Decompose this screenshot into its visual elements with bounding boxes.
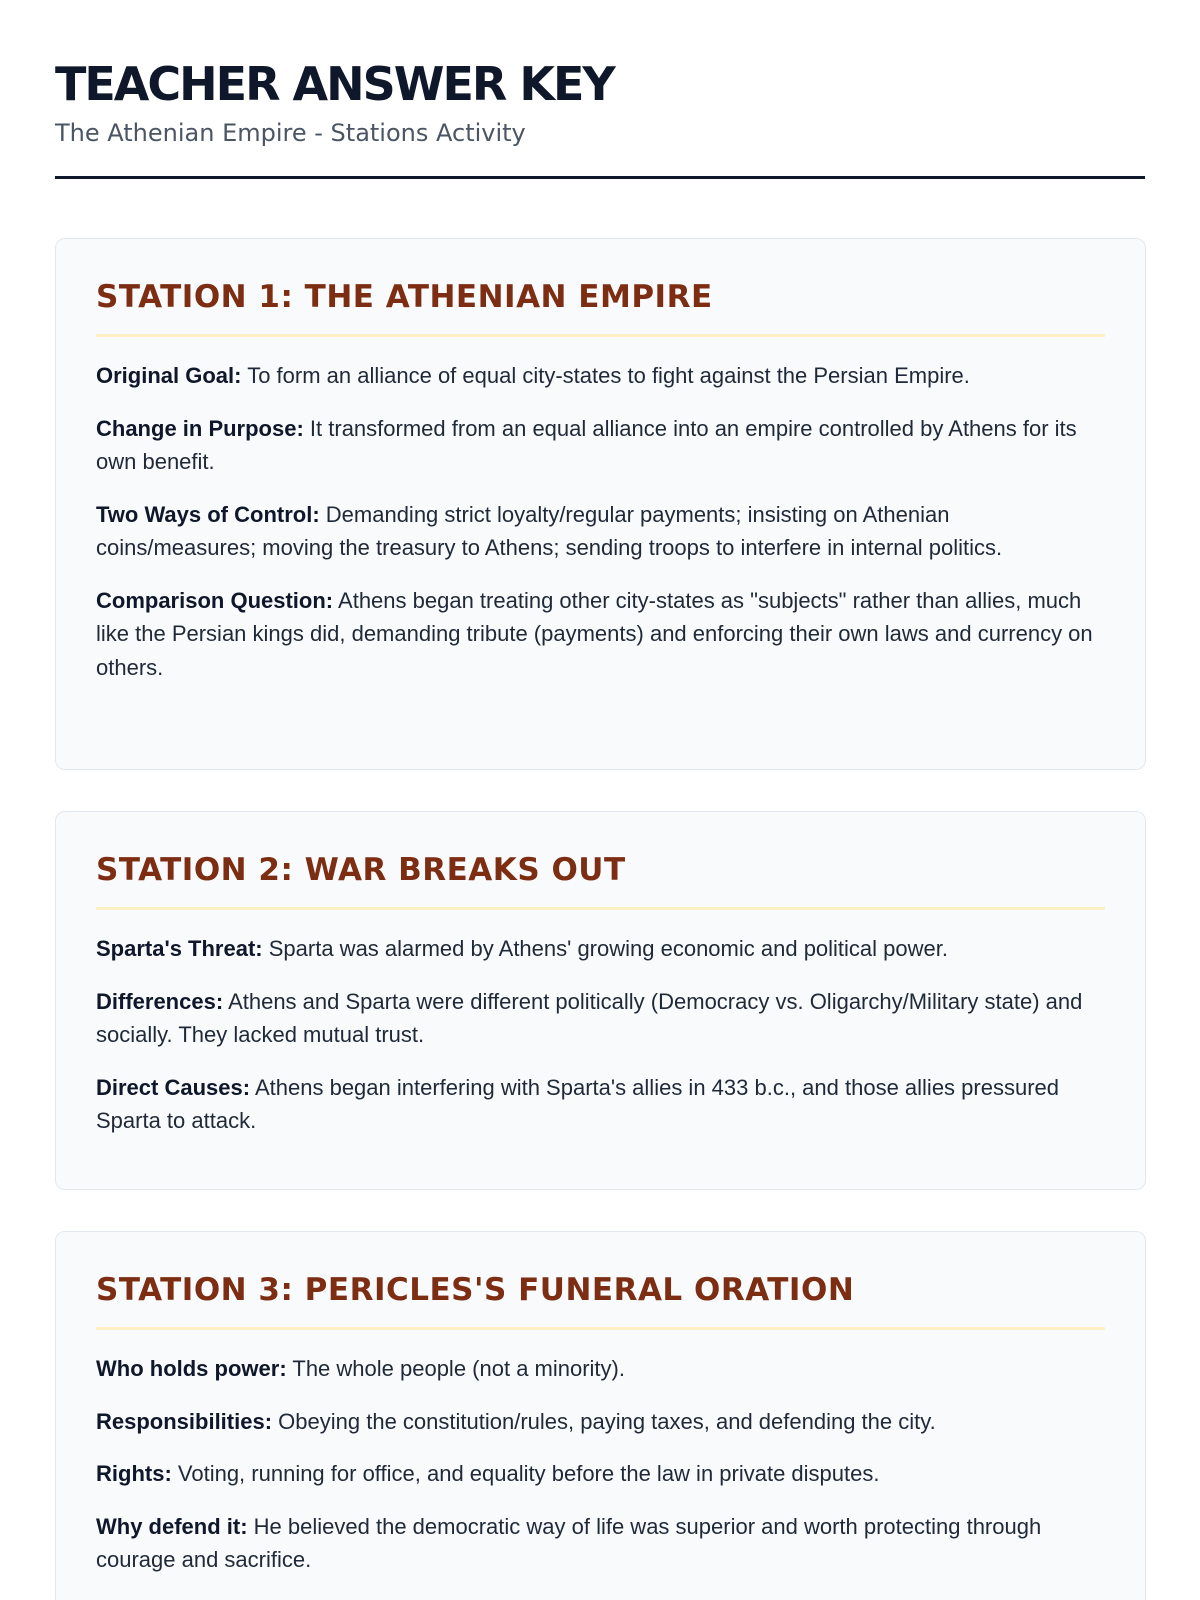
page-subtitle: The Athenian Empire - Stations Activity <box>55 119 526 147</box>
answer-label: Why defend it: <box>96 1513 248 1539</box>
answer-label: Differences: <box>96 988 224 1014</box>
answer-text: Sparta was alarmed by Athens' growing economic and political power. <box>268 936 948 961</box>
answer-label: Two Ways of Control: <box>96 501 320 527</box>
station-1-answers <box>96 359 1105 684</box>
station-2-card <box>55 811 1146 1190</box>
answer-responsibilities <box>96 1405 1105 1439</box>
answer-text: It transformed from an equal alliance into an empire controlled by Athens for its own benefit. <box>96 415 1077 474</box>
answer-label: Comparison Question: <box>96 587 334 613</box>
answer-text: Voting, running for office, and equality before the law in private disputes. <box>177 1461 880 1486</box>
station-3-answers <box>96 1352 1105 1577</box>
answer-direct-causes <box>96 1071 1105 1138</box>
answer-spartas-threat <box>96 932 1105 966</box>
answer-label: Sparta's Threat: <box>96 936 263 961</box>
station-3-title: STATION 3: PERICLES'S FUNERAL ORATION <box>96 1270 1105 1330</box>
answer-rights <box>96 1457 1105 1491</box>
answer-text: He believed the democratic way of life was superior and worth protecting through courage and sacrifice. <box>96 1513 1042 1572</box>
answer-change-in-purpose <box>96 412 1105 479</box>
answer-label: Rights: <box>96 1461 172 1486</box>
station-1-title: STATION 1: THE ATHENIAN EMPIRE <box>96 277 1105 337</box>
station-3-card <box>55 1231 1146 1600</box>
answer-label: Responsibilities: <box>96 1408 273 1434</box>
answer-who-holds-power <box>96 1352 1105 1386</box>
header-divider <box>55 176 1145 179</box>
answer-text: Demanding strict loyalty/regular payments; insisting on Athenian coins/measures; moving the treasury to Athens; sending troops to interfere in internal politics. <box>96 501 1003 560</box>
document-header <box>55 0 1145 179</box>
answer-label: Original Goal: <box>96 363 242 388</box>
answer-differences <box>96 985 1105 1052</box>
answer-text: Obeying the constitution/rules, paying taxes, and defending the city. <box>278 1408 936 1434</box>
station-2-title: STATION 2: WAR BREAKS OUT <box>96 850 1105 910</box>
answer-comparison-question <box>96 584 1105 685</box>
answer-text: Athens and Sparta were different politically (Democracy vs. Oligarchy/Military state) and socially. They lacked mutual trust. <box>96 988 1083 1047</box>
station-1-card <box>55 238 1146 770</box>
answer-original-goal <box>96 359 1105 393</box>
answer-two-ways-of-control <box>96 498 1105 565</box>
answer-text: The whole people (not a minority). <box>292 1356 625 1381</box>
answer-label: Direct Causes: <box>96 1074 251 1100</box>
answer-text: Athens began interfering with Sparta's allies in 433 b.c., and those allies pressured Sparta to attack. <box>96 1074 1059 1133</box>
answer-why-defend-it <box>96 1510 1105 1577</box>
answer-label: Who holds power: <box>96 1356 287 1381</box>
station-2-answers <box>96 932 1105 1138</box>
page-title: TEACHER ANSWER KEY <box>55 57 614 111</box>
answer-text: Athens began treating other city-states as "subjects" rather than allies, much like the Persian kings did, demanding tribute (payments) and enforcing their own laws and currency on others. <box>96 587 1093 680</box>
answer-text: To form an alliance of equal city-states to fight against the Persian Empire. <box>247 363 970 388</box>
answer-label: Change in Purpose: <box>96 415 304 441</box>
